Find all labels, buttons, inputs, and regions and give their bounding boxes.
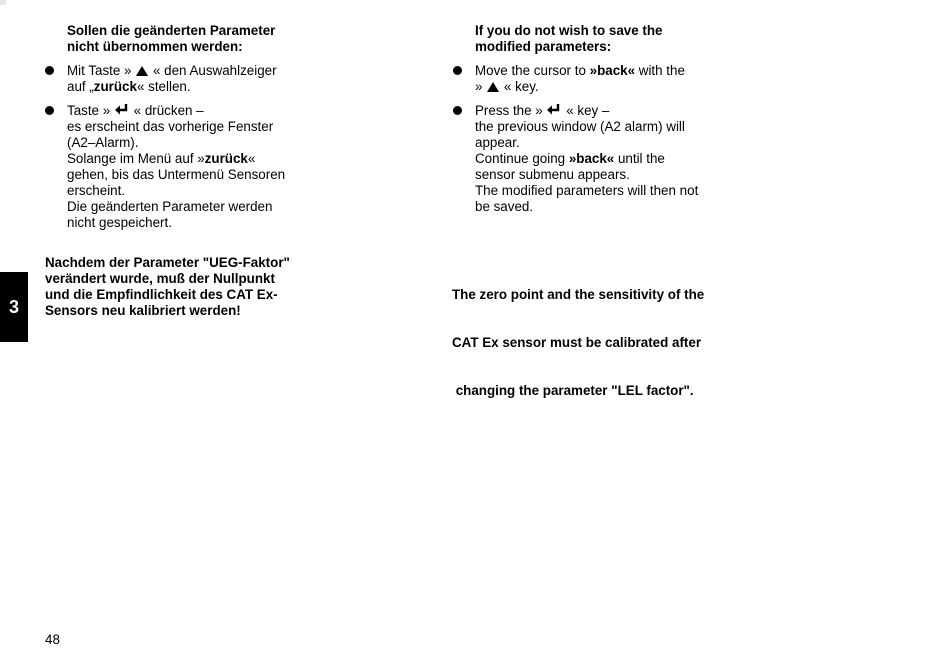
english-bullet-2-line: appear.: [475, 135, 520, 150]
english-bullet-2-line: be saved.: [475, 199, 534, 214]
text: « key.: [503, 79, 539, 94]
german-note: [45, 255, 325, 319]
text: « den Auswahlzeiger: [152, 63, 277, 78]
text: Move the cursor to: [475, 63, 590, 78]
bullet-dot: [453, 66, 462, 75]
german-bullet-1-line-1: [67, 63, 317, 79]
german-bullet-2-solange: [67, 151, 317, 167]
corner-mark: [0, 0, 6, 5]
english-heading-line: modified parameters:: [475, 39, 612, 54]
german-heading: [67, 23, 317, 55]
english-heading: [475, 23, 735, 55]
enter-key-icon: [547, 104, 561, 116]
english-bullet-2-line: sensor submenu appears.: [475, 167, 630, 182]
english-note-line: CAT Ex sensor must be calibrated after: [452, 335, 702, 350]
english-bullet-2-line: The modified parameters will then not: [475, 183, 699, 198]
german-heading-line: nicht übernommen werden:: [67, 39, 243, 54]
german-bullet-2-line: nicht gespeichert.: [67, 215, 172, 230]
german-bullet-2-line: erscheint.: [67, 183, 126, 198]
text: auf „: [67, 79, 94, 94]
english-bullet-2-line: the previous window (A2 alarm) will: [475, 119, 685, 134]
german-note-line: verändert wurde, muß der Nullpunkt: [45, 271, 275, 286]
english-bullet-1-line-2: [475, 79, 735, 95]
text: « key –: [566, 103, 610, 118]
text: «: [247, 151, 256, 166]
german-bullet-1-line-2: [67, 79, 317, 95]
text: Taste »: [67, 103, 111, 118]
english-heading-line: If you do not wish to save the: [475, 23, 663, 38]
english-note-line: changing the parameter "LEL factor".: [452, 383, 694, 398]
text: until the: [614, 151, 665, 166]
german-bullet-1: [67, 63, 317, 95]
keyword-back: »back«: [589, 63, 636, 78]
german-bullet-2-line: Die geänderten Parameter werden: [67, 199, 273, 214]
german-note-line: Sensors neu kalibriert werden!: [45, 303, 241, 318]
german-note-line: und die Empfindlichkeit des CAT Ex-: [45, 287, 278, 302]
text: Solange im Menü auf »: [67, 151, 205, 166]
bullet-dot: [45, 106, 54, 115]
up-arrow-key-icon: [136, 66, 148, 76]
up-arrow-key-icon: [487, 82, 499, 92]
german-note-line: Nachdem der Parameter "UEG-Faktor": [45, 255, 290, 270]
text: Press the »: [475, 103, 543, 118]
keyword-zurueck: zurück: [93, 79, 137, 94]
text: with the: [635, 63, 685, 78]
keyword-back: »back«: [568, 151, 615, 166]
text: Mit Taste »: [67, 63, 132, 78]
chapter-tab: 3: [0, 272, 28, 342]
keyword-zurueck: zurück: [204, 151, 248, 166]
german-bullet-2-line: (A2–Alarm).: [67, 135, 139, 150]
english-bullet-2-continue: [475, 151, 735, 167]
english-column: [475, 23, 735, 215]
text: »: [475, 79, 483, 94]
bullet-dot: [45, 66, 54, 75]
enter-key-icon: [115, 104, 129, 116]
text: Continue going: [475, 151, 569, 166]
german-bullet-2-line: gehen, bis das Untermenü Sensoren: [67, 167, 286, 182]
german-bullet-2-line: es erscheint das vorherige Fenster: [67, 119, 274, 134]
text: « stellen.: [136, 79, 191, 94]
english-bullet-2-line-1: [475, 103, 735, 119]
german-bullet-2-line-1: [67, 103, 317, 119]
english-note: [452, 255, 752, 415]
text: « drücken –: [133, 103, 204, 118]
bullet-dot: [453, 106, 462, 115]
german-bullet-2: [67, 103, 317, 231]
english-bullet-1: [475, 63, 735, 95]
german-heading-line: Sollen die geänderten Parameter: [67, 23, 276, 38]
german-column: [67, 23, 317, 231]
english-bullet-2: [475, 103, 735, 215]
english-bullet-1-line-1: [475, 63, 735, 79]
english-note-line: The zero point and the sensitivity of the: [452, 287, 705, 302]
page-number: 48: [45, 632, 60, 647]
